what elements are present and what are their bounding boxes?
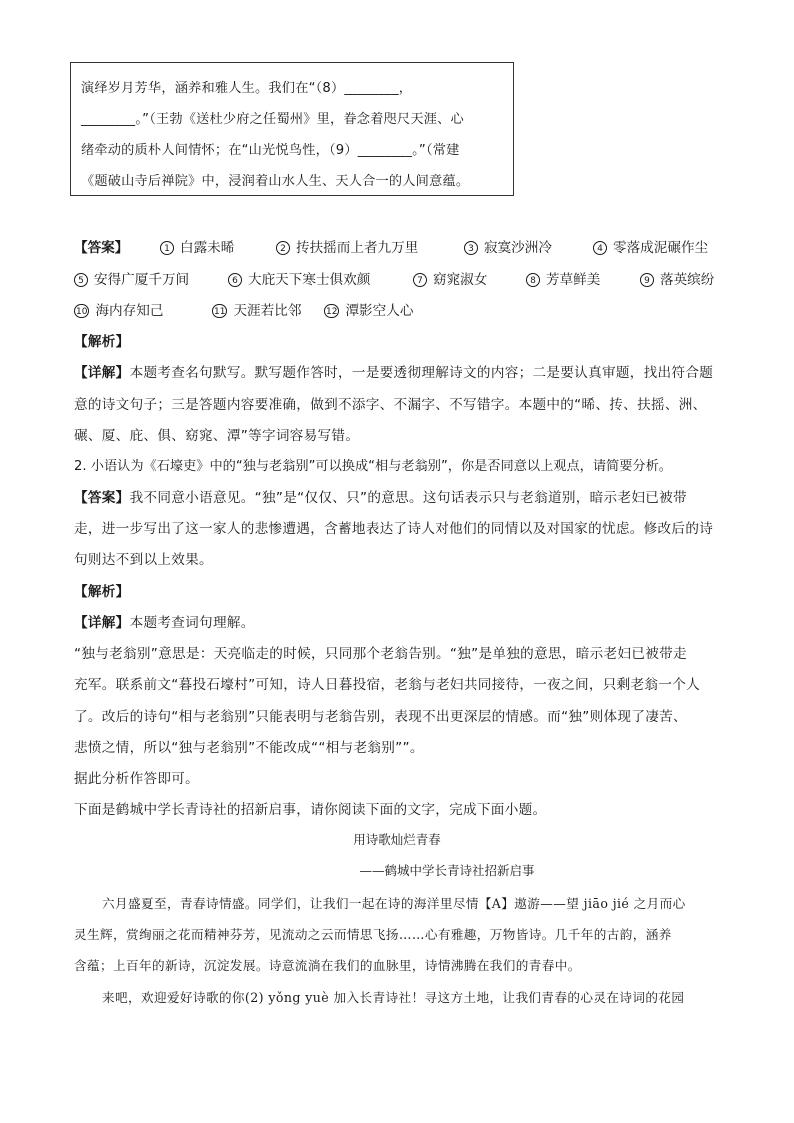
answer-item (74, 268, 189, 288)
circled-number: 6 (228, 273, 242, 287)
circled-number: 9 (640, 273, 654, 287)
answer-item (212, 299, 301, 319)
answer-text: 落英缤纷 (660, 272, 715, 288)
answer-item (276, 236, 418, 256)
notice-subtitle: ——鹤城中学长青诗社招新启事 (359, 863, 535, 878)
answer-line (74, 486, 687, 506)
answer-item (228, 268, 370, 288)
answer-text: 安得广厦千万间 (94, 272, 190, 288)
answer-text: 白露未晞 (180, 240, 235, 256)
passage-intro: 下面是鹤城中学长青诗社的招新启事，请你阅读下面的文字，完成下面小题。 (74, 802, 547, 818)
answer-text: 天涯若比邻 (233, 303, 302, 319)
detail-line (74, 611, 255, 631)
circled-number: 10 (74, 304, 89, 318)
question-2: 2. 小语认为《石壕吏》中的“独与老翁别”可以换成“相与老翁别”，你是否同意以上观点，请简要分析。 (74, 459, 672, 474)
circled-number: 8 (526, 273, 540, 287)
notice-line: 六月盛夏至，青春诗情盛。同学们，让我们一起在诗的海洋里尽情【A】遨游——望 jiāo jié 之月而心 (102, 896, 686, 911)
analysis-label: 【解析】 (74, 334, 130, 350)
answer-text: 潭影空人心 (345, 303, 414, 319)
box-line: ________。”（王勃《送杜少府之任蜀州》里，眷念着咫尺天涯、心 (81, 112, 464, 127)
answer-item (324, 299, 413, 319)
circled-number: 1 (160, 241, 174, 255)
circled-number: 3 (464, 241, 478, 255)
box-line: 演绎岁月芳华，涵养和雅人生。我们在“（8）________， (81, 81, 413, 96)
notice-line: 含蕴；上百年的新诗，沉淀发展。诗意流淌在我们的血脉里，诗情沸腾在我们的青春中。 (74, 958, 581, 973)
notice-line: 来吧，欢迎爱好诗歌的你(2) yǒng yuè 加入长青诗社！寻这方土地，让我们青春的心灵在诗词的花园 (102, 990, 685, 1005)
answer-item (74, 299, 163, 319)
detail-line: 悲愤之情，所以“独与老翁别”不能改成““相与老翁别””。 (74, 740, 424, 756)
answer-line: 句则达不到以上效果。 (74, 552, 213, 568)
box-line: 绪牵动的质朴人间情怀；在“山光悦鸟性，（9）________。”（常建 (81, 143, 460, 158)
answer-item (413, 268, 487, 288)
detail-text: 本题考查名句默写。默写题作答时，一是要透彻理解诗文的内容；二是要认真审题，找出符合题 (129, 365, 714, 381)
detail-line: 充军。联系前文“暮投石壕村”可知，诗人日暮投宿，老翁与老妇共同接待，一夜之间，只剩老翁一个人 (74, 677, 701, 693)
notice-line: 灵生辉，赏绚丽之花而精神芬芳，见流动之云而情思飞扬……心有雅趣，万物皆诗。几千年的古韵，涵养 (74, 927, 672, 942)
analysis-label: 【解析】 (74, 584, 130, 600)
answer-text: 芳草鲜美 (546, 272, 601, 288)
answer-item (640, 268, 714, 288)
answer-text: 零落成泥碾作尘 (613, 240, 709, 256)
answer-label: 【答案】 (74, 490, 130, 506)
detail-text: 本题考查词句理解。 (129, 615, 255, 631)
notice-title: 用诗歌灿烂青春 (353, 832, 441, 847)
box-line: 《题破山寺后禅院》中，浸润着山水人生、天人合一的人间意蕴。 (81, 174, 470, 189)
answer-item (526, 268, 600, 288)
circled-number: 2 (276, 241, 290, 255)
detail-line (74, 361, 713, 381)
answer-text: 寂寞沙洲冷 (484, 240, 552, 256)
detail-line: 据此分析作答即可。 (74, 771, 200, 787)
detail-line: “独与老翁别”意思是：天亮临走的时候，只同那个老翁告别。“独”是单独的意思，暗示老妇已被带走 (74, 646, 687, 662)
detail-line: 碾、厦、庇、俱、窈窕、潭”等字词容易写错。 (74, 428, 360, 444)
detail-label: 【详解】 (74, 365, 130, 381)
answer-text: 窈窕淑女 (433, 272, 488, 288)
poem-fill-box (70, 62, 514, 196)
detail-label: 【详解】 (74, 615, 130, 631)
answer-item (593, 236, 708, 256)
detail-line: 意的诗文句子；三是答题内容要准确，做到不添字、不漏字、不写错字。本题中的“晞、抟、扶摇、洲、 (74, 397, 707, 413)
circled-number: 11 (212, 304, 227, 318)
answer-text: 我不同意小语意见。“独”是“仅仅、只”的意思。这句话表示只与老翁道别，暗示老妇已被带 (129, 490, 687, 506)
detail-line: 了。改后的诗句“相与老翁别”只能表明与老翁告别，表现不出更深层的情感。而“独”则体现了凄苦、 (74, 709, 687, 725)
circled-number: 7 (413, 273, 427, 287)
answer-item (464, 236, 552, 256)
answer-label: 【答案】 (74, 240, 129, 256)
circled-number: 12 (324, 304, 339, 318)
answer-line: 走，进一步写出了这一家人的悲惨遭遇，含蓄地表达了诗人对他们的同情以及对国家的忧虑。修改后的诗 (74, 521, 714, 537)
answer-text: 海内存知己 (95, 303, 164, 319)
answer-text: 大庇天下寒士俱欢颜 (248, 272, 371, 288)
circled-number: 4 (593, 241, 607, 255)
answer-text: 抟扶摇而上者九万里 (296, 240, 419, 256)
answer-item (160, 236, 234, 256)
circled-number: 5 (74, 273, 88, 287)
